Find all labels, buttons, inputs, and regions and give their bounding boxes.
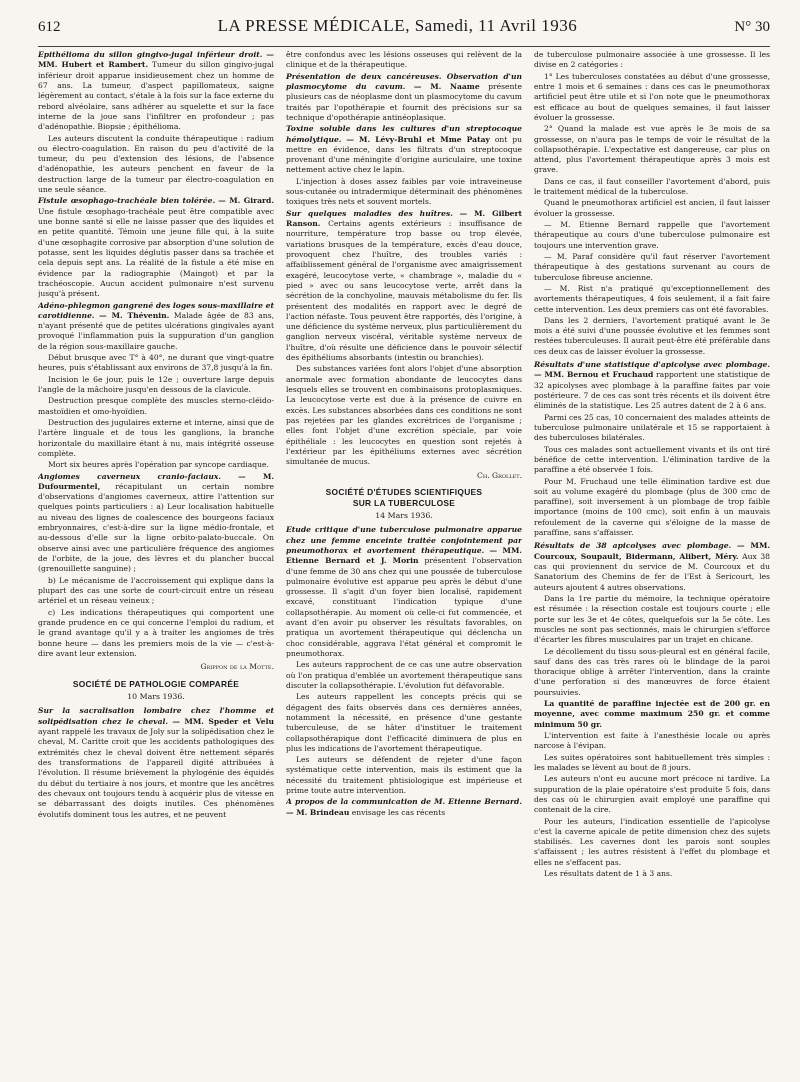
column-1	[38, 50, 274, 1074]
paragraph: être confondus avec les lésions osseuses qui relèvent de la clinique et de la thérapeutique.	[286, 50, 522, 70]
paragraph: Les auteurs rapprochent de ce cas une autre observation où l'on pratiqua d'emblée un avortement thérapeutique sans discuter la collapsothérapie. L'évolution fut défavorable.	[286, 660, 522, 690]
paragraph: récapitulant un certain nombre d'observations d'angiomes caverneux, attire l'attention sur quelques points particuliers : a) Leur localisation habituelle au niveau des lignes de coalescence des bourgeons faciaux embryonnaires, c'est-à-dire sur la ligne médio-frontale, et au-dessous d'elle sur la ligne orbito-palato-buccale. On observe ainsi avec une particulière fréquence des angiomes de l'orbite, de la joue, des lèvres et du plancher buccal (grenouillette sanguine) ;	[38, 481, 274, 574]
paragraph: Dans la 1re partie du mémoire, la technique opératoire est résumée : la résection costale est toujours courte ; elle porte sur les 3e et 4e côtes, quelquefois sur la 5e côte. Les muscles ne sont pas sectionnés, mais le chirurgien s'efforce d'écarter les fibres musculaires par un trajet en chicane.	[534, 593, 770, 645]
signature: Grippon de la Motte.	[200, 662, 274, 672]
page-header	[38, 16, 770, 40]
paragraph: Tumeur du sillon gingivo-jugal inférieur droit apparue insidieusement chez un homme de 67 ans. La tumeur, d'aspect papillomateux, saigne légèrement au contact, s'étale à la fois sur la face externe du rebord alvéolaire, sans adhérer au squelette et sur la face interne de la joue sans l'infiltrer en profondeur ; pas d'adénopathie. Biopsie ; épithélioma.	[38, 60, 274, 132]
paragraph: Les auteurs discutent la conduite thérapeutique : radium ou électro-coagulation. En raison du peu d'activité de la tumeur, du peu d'extension des lésions, de l'absence d'adénopathie, les auteurs penchent en faveur de la destruction large de la tumeur par électro-coagulation en une seule séance.	[38, 133, 274, 195]
article-title: Etude critique d'une tuberculose pulmonaire apparue chez une femme enceinte traitée conjointement par pneumothorax et avortement thérapeutique.	[286, 525, 522, 555]
paragraph: Aux 38 cas qui proviennent du service de M. Courcoux et du Sanatorium des Chemins de fer de l'Est à Sericourt, les auteurs ajoutent 4 autres observations.	[534, 551, 770, 592]
paragraph: Tous ces malades sont actuellement vivants et ils ont tiré bénéfice de cette intervention. L'élimination tardive de la paraffine a été observée 1 fois.	[534, 444, 770, 475]
paragraph: L'intervention est faite à l'anesthésie locale ou après narcose à l'évipan.	[534, 731, 770, 751]
paragraph: présente plusieurs cas de néoplasme dont un plasmocytome du cavum traités par l'opothérapie et fournit des précisions sur sa technique d'opothérapie antinéoplasique.	[286, 81, 522, 122]
paragraph: Pour les auteurs, l'indication essentielle de l'apicolyse c'est la caverne apicale de petite dimension chez des sujets stabilisés. Les cavernes dont les parois sont souples s'affaissent ; les autres résistent à l'effet du plombage et elles ne s'effacent pas.	[534, 816, 770, 867]
article-courcoux	[534, 541, 770, 593]
paragraph: de tuberculose pulmonaire associée à une grossesse. Il les divise en 2 catégories :	[534, 50, 770, 70]
paragraph: La quantité de paraffine injectée est de 200 gr. en moyenne, avec comme maximum 250 gr. et comme minimum 50 gr.	[534, 699, 770, 729]
issue-number: N° 30	[734, 19, 770, 35]
paragraph: Mort six heures après l'opération par syncope cardiaque.	[48, 460, 269, 470]
columns	[38, 50, 770, 1074]
paragraph: — M. Etienne Bernard rappelle que l'avortement thérapeutique au cours d'une tuberculose pulmonaire est toujours une intervention grave.	[534, 220, 770, 250]
paragraph: Les auteurs se défendent de rejeter d'une façon systématique cette intervention, mais ils estiment que la nécessité du traitement phtisiologique est impérieuse et prime toute autre intervention.	[286, 755, 522, 796]
article-title: Résultats de 38 apicolyses avec plombage.	[534, 541, 732, 551]
article-title: Adéno-phlegmon gangrené des loges sous-maxillaire et carotidienne.	[38, 300, 274, 320]
article-authors: — M. Thévenin.	[99, 310, 170, 320]
article-hubert	[38, 50, 274, 133]
article-authors: — MM. Courcoux, Soupault, Bidermann, Alibert, Méry.	[534, 541, 770, 561]
article-dufourmentel	[38, 472, 274, 575]
paragraph: 1° Les tuberculoses constatées au début d'une grossesse, entre 1 mois et 6 semaines : dans ces cas le pneumothorax artificiel peut être utile et si l'on note que le pneumothorax est efficace au bout de quelques semaines, il faut laisser évoluer la grossesse.	[534, 71, 770, 122]
signature: Ch. Grollet.	[477, 470, 522, 480]
article-girard	[38, 196, 274, 299]
header-rule	[38, 46, 770, 47]
article-title: Sur quelques maladies des huîtres.	[286, 208, 453, 218]
paragraph: Les auteurs n'ont eu aucune mort précoce ni tardive. La suppuration de la plaie opératoire s'est produite 5 fois, dans des cas où le chirurgien avait employé une paraffine qui contenait de la cire.	[534, 774, 770, 815]
column-2	[286, 50, 522, 1074]
paragraph: ayant rappelé les travaux de Joly sur la solipédisation chez le cheval, M. Caritte croit que les accidents pathologiques des extrémités chez le cheval doivent être nettement séparés des transformations de l'appareil digité attribuées à l'évolution. Il résume brièvement la phylogénie des équidés du début du tertiaire à nos jours, et montre que les ancêtres des chevaux ont toujours tendu à acquérir plus de vitesse en se débarrassant des doigts inutiles. Ces phénomènes évolutifs dominent tous les autres, et ne peuvent	[38, 727, 274, 819]
paragraph: Parmi ces 25 cas, 10 concernaient des malades atteints de tuberculose pulmonaire unilatérale et 15 se rapportaient à des tuberculoses bilatérales.	[534, 412, 770, 443]
article-authors: — M. Dufourmentel,	[38, 471, 274, 491]
article-title: Résultats d'une statistique d'apicolyse avec plombage.	[534, 360, 770, 370]
paragraph: 2° Quand la malade est vue après le 3e mois de sa grossesse, on n'aura pas le temps de voir le résultat de la collapsothérapie. L'expectative est dangereuse, car plus on attend, plus l'avortement thérapeutique après 3 mois est grave.	[534, 124, 770, 175]
paragraph: Destruction des jugulaires externe et interne, ainsi que de l'artère linguale et de tous les ganglions, la branche horizontale du maxillaire étant à nu, mais intégrité osseuse complète.	[38, 417, 274, 458]
paragraph: Les résultats datent de 1 à 3 ans.	[544, 869, 673, 879]
article-authors: — M. Lévy-Bruhl et Mme Patay	[346, 134, 490, 144]
article-authors: — M. Naame	[413, 81, 480, 91]
paragraph: Le décollement du tissu sous-pleural est en général facile, sauf dans des cas très rares où le blindage de la paroi thoracique oblige à arrêter l'intervention, dans la crainte d'une perforation si des manœuvres de force étaient poursuivies.	[534, 646, 770, 697]
paragraph: — M. Rist n'a pratiqué qu'exceptionnellement des avortements thérapeutiques, 4 fois seulement, il a fait faire cette intervention. Les deux premiers cas ont été favorables.	[534, 283, 770, 314]
article-speder	[38, 706, 274, 819]
section-heading-line2: SUR LA TUBERCULOSE	[352, 498, 456, 509]
paragraph: Pour M. Fruchaud une telle élimination tardive est due soit au volume exagéré du plombage (plus de 300 cmc de paraffine), soit inversement à un plombage de trop faible importance (moins de 100 cmc), soit enfin à un mauvais refoulement de la caverne qui s'éloigne de la masse de paraffine, sans s'affaisser.	[534, 476, 770, 538]
section-heading: SOCIÉTÉ DE PATHOLOGIE COMPARÉE	[72, 679, 240, 690]
article-title: A propos de la communication de M. Etienne Bernard.	[286, 797, 522, 807]
section-date: 10 Mars 1936.	[127, 691, 185, 701]
paragraph: Les suites opératoires sont habituellement très simples : les malades se lèvent au bout de 8 jours.	[534, 752, 770, 772]
article-bernard-morin	[286, 525, 522, 659]
paragraph: Incision le 6e jour, puis le 12e ; ouverture large depuis l'angle de la mâchoire jusqu'en dessous de la clavicule.	[38, 374, 274, 394]
article-levy-bruhl	[286, 124, 522, 176]
paragraph: — M. Paraf considère qu'il faut réserver l'avortement thérapeutique à des gestations survenant au cours de tuberculose fibreuse ancienne.	[534, 251, 770, 282]
paragraph: Destruction presque complète des muscles sterno-cléido-mastoïdien et omo-hyoïdien.	[38, 396, 274, 416]
article-authors: — MM. Hubert et Rambert.	[38, 50, 274, 70]
article-title: Epithélioma du sillon gingivo-jugal inférieur droit.	[38, 50, 263, 59]
paragraph: Dans ce cas, il faut conseiller l'avortement d'abord, puis le traitement médical de la tuberculose.	[534, 176, 770, 197]
article-title: Fistule œsophago-trachéale bien tolérée.	[38, 196, 216, 206]
article-authors: — MM. Bernou et Fruchaud	[534, 370, 654, 380]
article-bernou	[534, 360, 770, 412]
paragraph: b) Le mécanisme de l'accroissement qui explique dans la plupart des cas une sorte de court-circuit entre un réseau artériel et un réseau veineux ;	[38, 575, 274, 606]
column-3	[534, 50, 770, 1074]
article-authors: — M. Girard.	[218, 196, 274, 206]
section-date: 14 Mars 1936.	[375, 510, 433, 520]
article-title: Angiomes caverneux cranio-faciaux.	[38, 471, 222, 481]
article-naame	[286, 72, 522, 124]
paragraph: Une fistule œsophago-trachéale peut être compatible avec une bonne santé si elle ne laisse passer que des liquides et en petite quantité. Témoin une jeune fille qui, à la suite d'une œsophagite corrosive par absorption d'une solution de potasse, sent les liquides déglutis passer dans sa trachée et cela depuis sept ans. La réalité de la fistule a été mise en évidence par la radiographie (Maingot) et par la trachéoscopie. Aucun accident pulmonaire n'est survenu jusqu'à présent.	[38, 206, 274, 299]
journal-title: LA PRESSE MÉDICALE, Samedi, 11 Avril 1936	[217, 16, 578, 35]
article-authors: — MM. Speder et Velu	[172, 716, 274, 726]
article-title: Présentation de deux cancéreuses. Observation d'un plasmocytome du cavum.	[286, 71, 522, 91]
paragraph: c) Les indications thérapeutiques qui comportent une grande prudence en ce qui concerne l'emploi du radium, et le grand avantage qu'il y a à traiter les angiomes de très bonne heure — dans les premiers mois de la vie — c'est-à-dire avant leur extension.	[38, 607, 274, 658]
article-authors: — M. Brindeau	[286, 807, 350, 817]
page-number: 612	[38, 19, 61, 35]
paragraph: Dans les 2 derniers, l'avortement pratiqué avant le 3e mois a été suivi d'une poussée évolutive et les femmes sont restées tuberculeuses. Il aurait peut-être été préférable dans ces deux cas de laisser évoluer la grossesse.	[534, 315, 770, 356]
paragraph: Malade âgée de 83 ans, n'ayant présenté que de petites ulcérations gingivales ayant provoqué l'inflammation puis la suppuration d'un ganglion de la région sous-maxillaire gauche.	[38, 310, 274, 351]
paragraph: Début brusque avec T° à 40°, ne durant que vingt-quatre heures, puis s'établissant aux environs de 37,8 jusqu'à la fin.	[38, 353, 274, 373]
paragraph: Des substances variées font alors l'objet d'une absorption anormale avec formation abondante de leucocytes dans lesquels elles se trouvent en combinaisons protoplasmiques. La leucocytose verte est due à la présence de cuivre en excès. Les substances absorbées dans ces conditions ne sont pas rejetées par les glandes excrétrices de l'organisme ; elles font l'objet d'une excrétion spéciale, par voie épithéliale : les leucocytes en question sont rejetés à l'extérieur par les épithéliums externes avec sécrétion simultanée de mucus.	[286, 364, 522, 467]
paragraph: présentent l'observation d'une femme de 30 ans chez qui une poussée de tuberculose pulmonaire évolutive est apparue peu après le début d'une grossesse. Il s'agit d'un foyer bien localisé, rapidement excavé, constituant l'indication typique d'une collapsothérapie. Au moment où celle-ci fut commencée, et avant d'en avoir pu observer les résultats favorables, on pratiqua un avortement thérapeutique qui déclencha un choc considérable, aggrava l'état général et compromit le pneumothorax.	[286, 556, 522, 658]
article-authors: — MM. Etienne Bernard et J. Morin	[286, 545, 522, 566]
paragraph: rapportent une statistique de 32 apicolyses avec plombage à la paraffine faites par voie postérieure. 7 de ces cas sont très récents et ils doivent être éliminés de la statistique. Les 25 autres datent de 2 à 6 ans.	[534, 370, 770, 411]
paragraph: Quand le pneumothorax artificiel est ancien, il faut laisser évoluer la grossesse.	[534, 198, 770, 218]
article-ranson	[286, 209, 522, 364]
section-heading: SOCIÉTÉ D'ÉTUDES SCIENTIFIQUES	[325, 486, 483, 497]
paragraph: L'injection à doses assez faibles par voie intraveineuse sous-cutanée ou intradermique déterminait des phénomènes toxiques très nets et souvent mortels.	[286, 176, 522, 207]
article-brindeau	[286, 797, 522, 818]
article-title: Toxine soluble dans les cultures d'un streptocoque hémolytique.	[286, 124, 522, 144]
paragraph: Les auteurs rappellent les concepts précis qui se dégagent des faits observés dans ces dernières années, notamment la nécessité, en présence d'une gestante tuberculeuse, de se hâter d'instituer le traitement collapsothérapique dont l'efficacité diminuera de plus en plus les indications de l'avortement thérapeutique.	[286, 692, 522, 753]
paragraph: envisage les cas récents	[351, 807, 446, 817]
article-title: Sur la sacralisation lombaire chez l'homme et solipédisation chez le cheval.	[38, 706, 274, 726]
article-authors: — M. Gilbert Ranson.	[286, 208, 522, 228]
article-thevenin	[38, 301, 274, 353]
paragraph: Certains agents extérieurs : insuffisance de nourriture, température trop basse ou trop élevée, variations brusques de la température, excès d'eau douce, provoquent chez l'huître, des troubles variés : affaiblissement général de l'organisme avec amaigrissement exagéré, leucocytose verte, « chambrage », maladie du « pied » avec ou sans leucocytose verte, arrêt dans la sécrétion de la conchyoline, mauvais métabolisme du fer. Ils présentent des modalités en rapport avec le degré de l'action néfaste. Tous peuvent être rapportés, dès l'origine, à une déficience du système nerveux, plus particulièrement du ganglion nerveux viscéral, véritable système nerveux de l'huître, d'où résulte une déficience dans le pouvoir sélectif des épithéliums absorbants (intestin ou branchies).	[286, 219, 522, 363]
paragraph: ont pu mettre en évidence, dans les filtrats d'un streptocoque provenant d'une méningite d'origine auriculaire, une toxine nettement active chez le lapin.	[286, 134, 522, 175]
